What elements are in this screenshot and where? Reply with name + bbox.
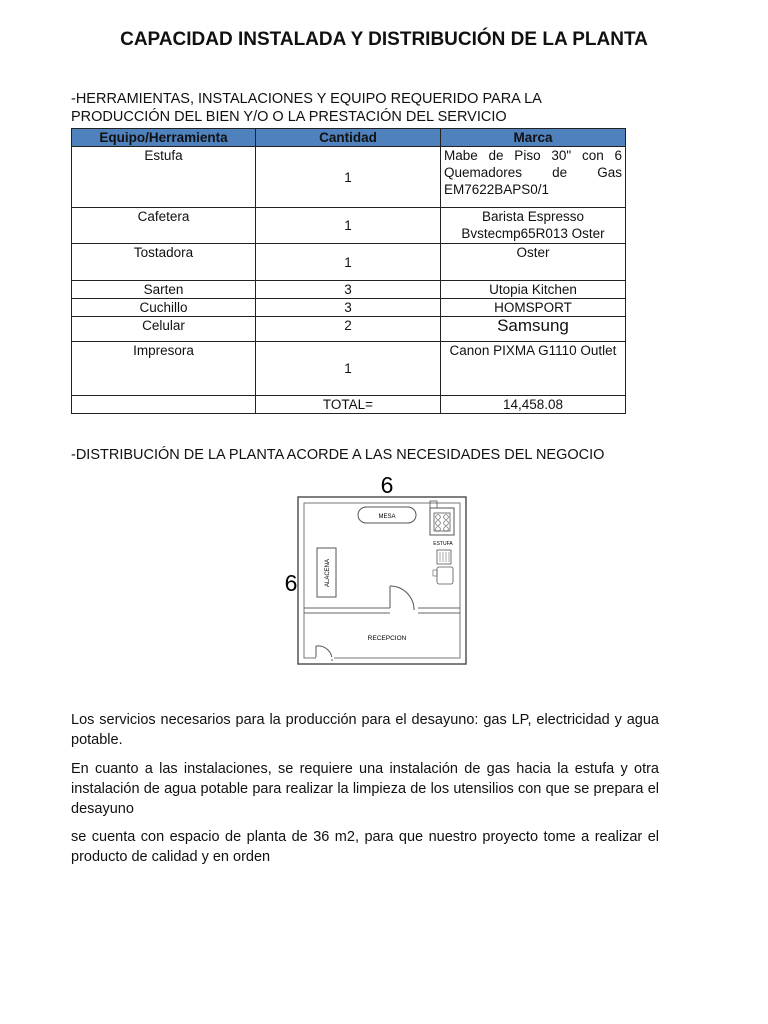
stove-icon <box>430 501 454 535</box>
cell-equipo: Estufa <box>72 147 256 208</box>
cell-equipo: Sarten <box>72 281 256 299</box>
cell-cantidad: 1 <box>255 244 440 281</box>
cell-marca: Barista Espresso Bvstecmp65R013 Oster <box>440 208 625 244</box>
cell-cantidad: 3 <box>255 299 440 317</box>
cell-equipo: Celular <box>72 317 256 342</box>
cell-cantidad: 1 <box>255 147 440 208</box>
table-header-row <box>72 129 626 147</box>
floor-plan <box>280 470 480 670</box>
table-row <box>72 299 626 317</box>
header-marca: Marca <box>440 129 625 147</box>
cell-equipo: Cuchillo <box>72 299 256 317</box>
cell-marca: Canon PIXMA G1110 Outlet <box>440 342 625 396</box>
header-equipo: Equipo/Herramienta <box>72 129 256 147</box>
cell-equipo: Cafetera <box>72 208 256 244</box>
cell-equipo: Tostadora <box>72 244 256 281</box>
paragraph-installations: En cuanto a las instalaciones, se requiere una instalación de gas hacia la estufa y otra instalación de agua potable para realizar la limpieza de los utensilios con que se prepara el desayuno <box>71 761 659 817</box>
section-intro: -HERRAMIENTAS, INSTALACIONES Y EQUIPO REQUERIDO PARA LA PRODUCCIÓN DEL BIEN Y/O O LA PRESTACIÓN DEL SERVICIO <box>71 91 542 125</box>
label-mesa: MESA <box>378 514 396 520</box>
label-alacena: ALACENA <box>325 558 331 588</box>
cell-equipo: Impresora <box>72 342 256 396</box>
cell-cantidad: 1 <box>255 342 440 396</box>
table-row <box>72 244 626 281</box>
cell-marca: Utopia Kitchen <box>440 281 625 299</box>
table-row <box>72 317 626 342</box>
paragraph-services: Los servicios necesarios para la producción para el desayuno: gas LP, electricidad y agua potable. <box>71 712 659 748</box>
cell-cantidad: 3 <box>255 281 440 299</box>
table-row <box>72 147 626 208</box>
table-row <box>72 342 626 396</box>
cell-cantidad: 2 <box>255 317 440 342</box>
equipment-table <box>71 128 626 414</box>
table-total-row <box>72 396 626 414</box>
label-recepcion: RECEPCION <box>367 635 407 642</box>
cell-marca: Mabe de Piso 30" con 6 Quemadores de Gas EM7622BAPS0/1 <box>440 147 625 208</box>
document-title: CAPACIDAD INSTALADA Y DISTRIBUCIÓN DE LA PLANTA <box>120 29 648 50</box>
plan-width-label: 6 <box>380 472 394 498</box>
cell-marca: Oster <box>440 244 625 281</box>
cell-marca: Samsung <box>440 317 625 342</box>
section-distribution: -DISTRIBUCIÓN DE LA PLANTA ACORDE A LAS NECESIDADES DEL NEGOCIO <box>71 447 605 463</box>
label-estufa: ESTUFA <box>433 541 453 547</box>
table-row <box>72 281 626 299</box>
header-cantidad: Cantidad <box>255 129 440 147</box>
plan-height-label: 6 <box>284 570 298 596</box>
total-label: TOTAL= <box>255 396 440 414</box>
coffee-maker-icon <box>433 550 453 584</box>
paragraph-space: se cuenta con espacio de planta de 36 m2, para que nuestro proyecto tome a realizar el producto de calidad y en orden <box>71 829 659 865</box>
cell-cantidad: 1 <box>255 208 440 244</box>
cell-empty <box>72 396 256 414</box>
total-value: 14,458.08 <box>440 396 625 414</box>
table-row <box>72 208 626 244</box>
cell-marca: HOMSPORT <box>440 299 625 317</box>
